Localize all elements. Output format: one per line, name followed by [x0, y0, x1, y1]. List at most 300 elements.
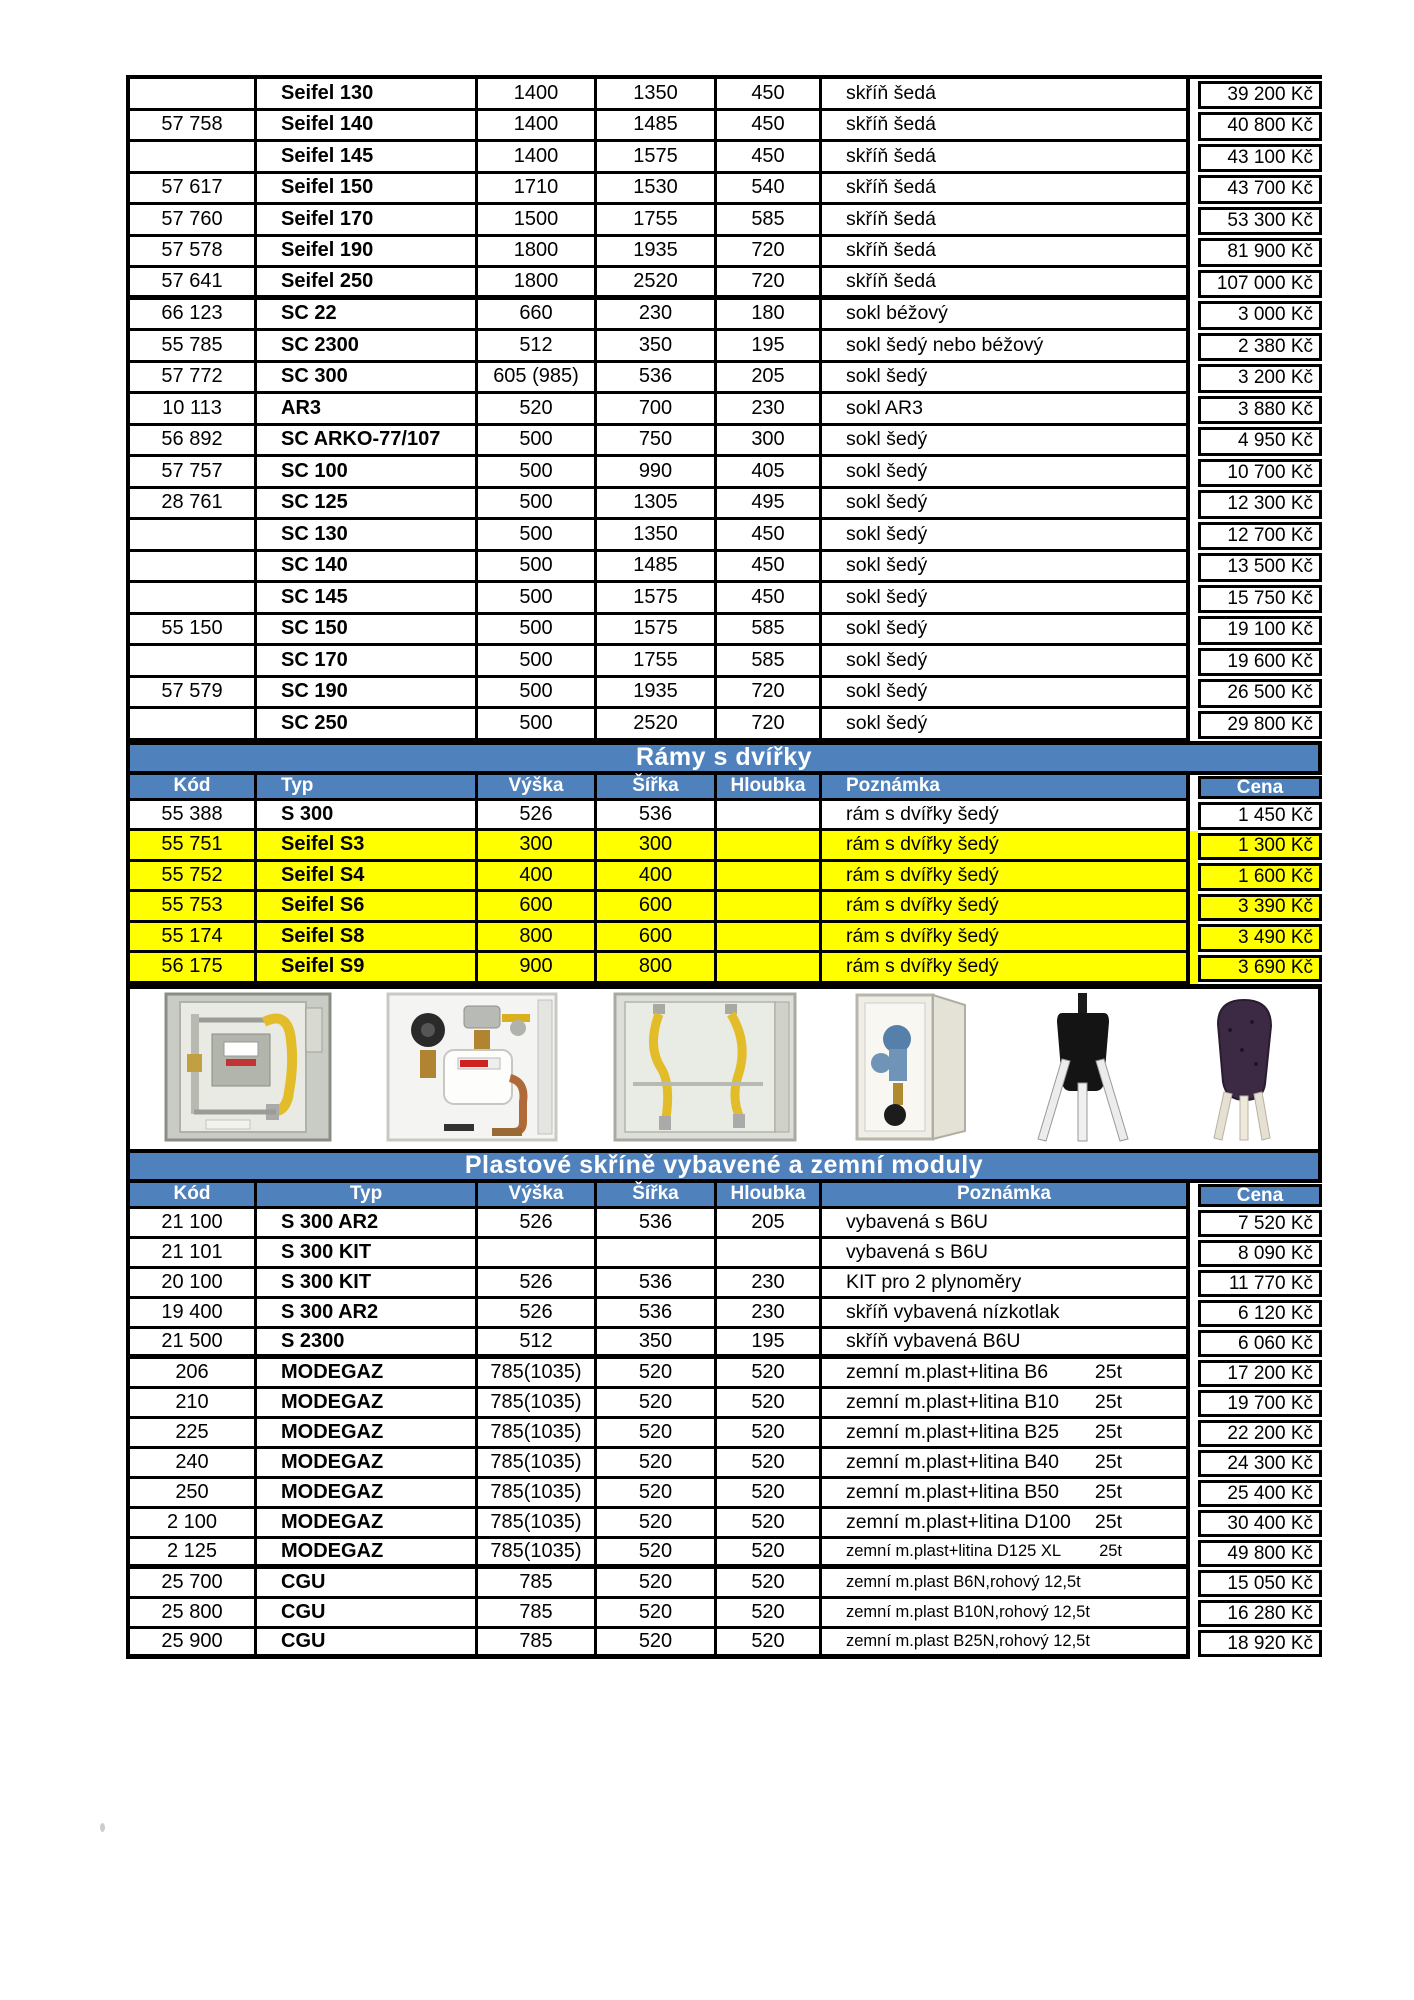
- cell-type: Seifel 140: [257, 111, 478, 143]
- cell-price: 29 800 Kč: [1198, 711, 1322, 740]
- column-gap: [1190, 1449, 1198, 1479]
- column-gap: [1190, 174, 1198, 206]
- cell-depth: 300: [717, 426, 822, 458]
- cell-width: 350: [597, 331, 717, 363]
- column-gap: [1190, 394, 1198, 426]
- cell-type: Seifel 145: [257, 142, 478, 174]
- cell-code: 55 753: [126, 892, 257, 923]
- column-gap: [1190, 862, 1198, 893]
- photo-cabinet-with-gas-meter-and-yellow-hose: [164, 992, 332, 1142]
- cell-type: SC 2300: [257, 331, 478, 363]
- cell-type: SC 170: [257, 646, 478, 678]
- cell-height: 800: [478, 923, 597, 954]
- table-row: [126, 1509, 1322, 1539]
- cell-depth: 230: [717, 1269, 822, 1299]
- price-cell-wrap: [1198, 1299, 1322, 1329]
- price-cell-wrap: [1198, 174, 1322, 206]
- cell-depth: 520: [717, 1629, 822, 1659]
- cell-code: 10 113: [126, 394, 257, 426]
- cell-code: 20 100: [126, 1269, 257, 1299]
- cell-type: S 2300: [257, 1329, 478, 1359]
- photo-dark-ground-module-on-legs: [1196, 992, 1292, 1142]
- cell-width: 1935: [597, 237, 717, 269]
- cell-width: 536: [597, 1269, 717, 1299]
- cell-price: 15 050 Kč: [1198, 1570, 1322, 1597]
- cell-code: 225: [126, 1419, 257, 1449]
- cell-depth: 450: [717, 520, 822, 552]
- cell-depth: 720: [717, 237, 822, 269]
- column-gap: [1190, 426, 1198, 458]
- cell-code: 210: [126, 1389, 257, 1419]
- plastic-section-header: Plastové skříně vybavené a zemní moduly: [126, 1149, 1322, 1183]
- cell-width: [597, 1239, 717, 1269]
- cell-height: 1500: [478, 205, 597, 237]
- cell-depth: 540: [717, 174, 822, 206]
- cell-type: SC 150: [257, 615, 478, 647]
- cell-depth: [717, 953, 822, 984]
- cell-type: MODEGAZ: [257, 1419, 478, 1449]
- cell-code: 25 800: [126, 1599, 257, 1629]
- table-row: [126, 831, 1322, 862]
- cell-depth: 450: [717, 111, 822, 143]
- cell-type: Seifel 150: [257, 174, 478, 206]
- cell-price: 16 280 Kč: [1198, 1600, 1322, 1627]
- cell-price: 7 520 Kč: [1198, 1210, 1322, 1237]
- table-row: [126, 237, 1322, 269]
- photo-black-ground-module-on-legs: [1026, 991, 1142, 1143]
- table-row: [126, 363, 1322, 395]
- cell-note: vybavená s B6U: [822, 1209, 1190, 1239]
- cell-depth: 520: [717, 1569, 822, 1599]
- cell-code: [126, 583, 257, 615]
- cell-note: KIT pro 2 plynoměry: [822, 1269, 1190, 1299]
- cell-price: 25 400 Kč: [1198, 1480, 1322, 1507]
- table-row: [126, 457, 1322, 489]
- column-gap: [1190, 1419, 1198, 1449]
- cell-type: Seifel 190: [257, 237, 478, 269]
- cell-height: 900: [478, 953, 597, 984]
- cell-height: [478, 1239, 597, 1269]
- cell-code: 2 125: [126, 1539, 257, 1569]
- cell-type: MODEGAZ: [257, 1389, 478, 1419]
- cell-width: 536: [597, 1209, 717, 1239]
- table-row: [126, 520, 1322, 552]
- column-gap: [1190, 300, 1198, 332]
- header-vyska: Výška: [478, 1183, 597, 1209]
- cell-depth: 205: [717, 1209, 822, 1239]
- table-row: [126, 1599, 1322, 1629]
- cell-code: 66 123: [126, 300, 257, 332]
- cell-price: 3 690 Kč: [1198, 955, 1322, 983]
- cell-code: [126, 709, 257, 741]
- cell-width: 600: [597, 923, 717, 954]
- price-cell-wrap: [1198, 237, 1322, 269]
- cell-height: 785(1035): [478, 1479, 597, 1509]
- price-header-wrap: [1198, 775, 1322, 801]
- column-gap: [1190, 268, 1198, 300]
- table-row: [126, 1479, 1322, 1509]
- cell-height: 512: [478, 1329, 597, 1359]
- cell-code: [126, 552, 257, 584]
- cell-type: CGU: [257, 1629, 478, 1659]
- table-row: [126, 1329, 1322, 1359]
- cell-depth: 230: [717, 1299, 822, 1329]
- cell-depth: [717, 862, 822, 893]
- cell-price: 13 500 Kč: [1198, 553, 1322, 582]
- price-cell-wrap: [1198, 520, 1322, 552]
- cell-note: sokl AR3: [822, 394, 1190, 426]
- cell-width: 1530: [597, 174, 717, 206]
- table-row: [126, 892, 1322, 923]
- price-cell-wrap: [1198, 646, 1322, 678]
- cell-height: 785(1035): [478, 1449, 597, 1479]
- cell-height: 1400: [478, 111, 597, 143]
- cell-type: MODEGAZ: [257, 1539, 478, 1569]
- cell-price: 1 300 Kč: [1198, 833, 1322, 861]
- price-cell-wrap: [1198, 1359, 1322, 1389]
- cell-width: 520: [597, 1389, 717, 1419]
- table-row: [126, 426, 1322, 458]
- header-hloubka: Hloubka: [717, 1183, 822, 1209]
- table-row: [126, 394, 1322, 426]
- cell-depth: [717, 923, 822, 954]
- cell-depth: 520: [717, 1449, 822, 1479]
- cell-code: 55 388: [126, 801, 257, 832]
- cell-note: zemní m.plast+litina D100 25t: [822, 1509, 1190, 1539]
- cell-note: zemní m.plast+litina B50 25t: [822, 1479, 1190, 1509]
- cell-width: 990: [597, 457, 717, 489]
- cell-price: 43 100 Kč: [1198, 144, 1322, 173]
- column-gap: [1190, 1539, 1198, 1569]
- cell-type: SC 140: [257, 552, 478, 584]
- header-vyska: Výška: [478, 775, 597, 801]
- cell-note: skříň šedá: [822, 268, 1190, 300]
- cell-code: 57 757: [126, 457, 257, 489]
- cell-type: CGU: [257, 1569, 478, 1599]
- cell-height: 500: [478, 520, 597, 552]
- cell-price: 39 200 Kč: [1198, 81, 1322, 110]
- cell-price: 49 800 Kč: [1198, 1540, 1322, 1567]
- cell-height: 500: [478, 678, 597, 710]
- cell-width: 600: [597, 892, 717, 923]
- cell-type: SC 250: [257, 709, 478, 741]
- column-gap: [1190, 775, 1198, 801]
- cell-depth: 520: [717, 1539, 822, 1569]
- table-row: [126, 268, 1322, 300]
- cell-note: zemní m.plast+litina B10 25t: [822, 1389, 1190, 1419]
- cell-depth: 450: [717, 583, 822, 615]
- cell-height: 600: [478, 892, 597, 923]
- header-hloubka: Hloubka: [717, 775, 822, 801]
- cell-code: 57 772: [126, 363, 257, 395]
- cell-note: zemní m.plast+litina B40 25t: [822, 1449, 1190, 1479]
- cell-price: 10 700 Kč: [1198, 459, 1322, 488]
- table-row: [126, 1239, 1322, 1269]
- price-cell-wrap: [1198, 1629, 1322, 1659]
- cell-note: sokl šedý nebo béžový: [822, 331, 1190, 363]
- cell-price: 3 490 Kč: [1198, 924, 1322, 952]
- cell-code: 57 617: [126, 174, 257, 206]
- price-cell-wrap: [1198, 426, 1322, 458]
- cell-price: 81 900 Kč: [1198, 238, 1322, 267]
- column-gap: [1190, 363, 1198, 395]
- cell-width: 520: [597, 1569, 717, 1599]
- table-row: [126, 1569, 1322, 1599]
- cell-note: sokl šedý: [822, 646, 1190, 678]
- cell-code: 25 900: [126, 1629, 257, 1659]
- table-row: [126, 489, 1322, 521]
- cell-height: 400: [478, 862, 597, 893]
- header-kod: Kód: [126, 1183, 257, 1209]
- cell-code: 57 760: [126, 205, 257, 237]
- column-gap: [1190, 1359, 1198, 1389]
- cell-type: SC 190: [257, 678, 478, 710]
- header-cena: Cena: [1198, 1184, 1322, 1207]
- table-row: [126, 862, 1322, 893]
- cell-code: 55 785: [126, 331, 257, 363]
- cell-height: 520: [478, 394, 597, 426]
- table-row: [126, 678, 1322, 710]
- cell-type: AR3: [257, 394, 478, 426]
- cell-type: SC 22: [257, 300, 478, 332]
- cell-depth: 450: [717, 142, 822, 174]
- cell-code: 55 150: [126, 615, 257, 647]
- table-row: [126, 953, 1322, 984]
- cell-price: 107 000 Kč: [1198, 270, 1322, 299]
- cell-type: SC ARKO-77/107: [257, 426, 478, 458]
- cell-height: 605 (985): [478, 363, 597, 395]
- cell-note: zemní m.plast+litina D125 XL 25t: [822, 1539, 1190, 1569]
- cell-code: [126, 142, 257, 174]
- cell-depth: 180: [717, 300, 822, 332]
- cell-price: 12 300 Kč: [1198, 490, 1322, 519]
- cell-note: sokl šedý: [822, 363, 1190, 395]
- cell-depth: 520: [717, 1599, 822, 1629]
- table-row: [126, 300, 1322, 332]
- cell-height: 785(1035): [478, 1509, 597, 1539]
- cell-height: 1800: [478, 237, 597, 269]
- cell-depth: [717, 1239, 822, 1269]
- cell-price: 24 300 Kč: [1198, 1450, 1322, 1477]
- cell-code: 55 751: [126, 831, 257, 862]
- cell-height: 500: [478, 489, 597, 521]
- cell-note: sokl šedý: [822, 678, 1190, 710]
- cell-price: 6 120 Kč: [1198, 1300, 1322, 1327]
- column-gap: [1190, 615, 1198, 647]
- cell-depth: 585: [717, 205, 822, 237]
- frames-section-header: Rámy s dvířky: [126, 741, 1322, 775]
- table-row: [126, 205, 1322, 237]
- cell-code: 56 892: [126, 426, 257, 458]
- table-row: [126, 1389, 1322, 1419]
- cell-type: Seifel S3: [257, 831, 478, 862]
- photo-narrow-cabinet-with-blue-regulators: [851, 991, 971, 1143]
- price-cell-wrap: [1198, 1329, 1322, 1359]
- cell-note: skříň šedá: [822, 174, 1190, 206]
- price-cell-wrap: [1198, 1209, 1322, 1239]
- cell-note: zemní m.plast+litina B25 25t: [822, 1419, 1190, 1449]
- cell-code: 55 174: [126, 923, 257, 954]
- cell-code: [126, 520, 257, 552]
- cell-code: 57 579: [126, 678, 257, 710]
- column-gap: [1190, 457, 1198, 489]
- cell-note: rám s dvířky šedý: [822, 923, 1190, 954]
- price-cell-wrap: [1198, 1389, 1322, 1419]
- seifel-sc-price-table: [126, 75, 1322, 741]
- cell-depth: 520: [717, 1479, 822, 1509]
- plastic-cabinets-price-table: [126, 1209, 1322, 1659]
- price-cell-wrap: [1198, 1569, 1322, 1599]
- cell-price: 15 750 Kč: [1198, 585, 1322, 614]
- cell-note: sokl šedý: [822, 520, 1190, 552]
- cell-price: 3 000 Kč: [1198, 301, 1322, 330]
- price-cell-wrap: [1198, 709, 1322, 741]
- cell-height: 660: [478, 300, 597, 332]
- price-cell-wrap: [1198, 1479, 1322, 1509]
- table-row: [126, 1269, 1322, 1299]
- header-typ: Typ: [257, 1183, 478, 1209]
- cell-width: 1485: [597, 111, 717, 143]
- table-row: [126, 1419, 1322, 1449]
- cell-depth: 230: [717, 394, 822, 426]
- cell-width: 1935: [597, 678, 717, 710]
- cell-height: 300: [478, 831, 597, 862]
- column-gap: [1190, 142, 1198, 174]
- price-cell-wrap: [1198, 489, 1322, 521]
- column-gap: [1190, 79, 1198, 111]
- column-gap: [1190, 583, 1198, 615]
- cell-width: 1350: [597, 520, 717, 552]
- cell-code: 21 500: [126, 1329, 257, 1359]
- cell-height: 512: [478, 331, 597, 363]
- cell-type: MODEGAZ: [257, 1449, 478, 1479]
- cell-code: [126, 79, 257, 111]
- cell-depth: 720: [717, 678, 822, 710]
- price-cell-wrap: [1198, 1539, 1322, 1569]
- cell-note: sokl šedý: [822, 709, 1190, 741]
- cell-price: 26 500 Kč: [1198, 679, 1322, 708]
- column-gap: [1190, 1269, 1198, 1299]
- cell-height: 1710: [478, 174, 597, 206]
- cell-note: zemní m.plast B25N,rohový 12,5t: [822, 1629, 1190, 1659]
- cell-code: 57 758: [126, 111, 257, 143]
- cell-price: 19 100 Kč: [1198, 616, 1322, 645]
- price-cell-wrap: [1198, 1509, 1322, 1539]
- cell-width: 1350: [597, 79, 717, 111]
- price-cell-wrap: [1198, 394, 1322, 426]
- cell-depth: 520: [717, 1419, 822, 1449]
- cell-price: 12 700 Kč: [1198, 522, 1322, 551]
- cell-width: 520: [597, 1509, 717, 1539]
- cell-type: Seifel S9: [257, 953, 478, 984]
- cell-code: 21 100: [126, 1209, 257, 1239]
- cell-note: rám s dvířky šedý: [822, 892, 1190, 923]
- table-row: [126, 1629, 1322, 1659]
- cell-code: 57 578: [126, 237, 257, 269]
- cell-note: skříň šedá: [822, 111, 1190, 143]
- cell-width: 520: [597, 1479, 717, 1509]
- column-gap: [1190, 1389, 1198, 1419]
- cell-height: 526: [478, 1209, 597, 1239]
- cell-code: 57 641: [126, 268, 257, 300]
- cell-width: 1755: [597, 205, 717, 237]
- cell-note: skříň vybavená nízkotlak: [822, 1299, 1190, 1329]
- cell-depth: [717, 892, 822, 923]
- cell-type: S 300 KIT: [257, 1239, 478, 1269]
- table-row: [126, 646, 1322, 678]
- cell-code: 56 175: [126, 953, 257, 984]
- column-gap: [1190, 331, 1198, 363]
- cell-type: S 300 KIT: [257, 1269, 478, 1299]
- cell-width: 1575: [597, 583, 717, 615]
- price-cell-wrap: [1198, 300, 1322, 332]
- column-gap: [1190, 1509, 1198, 1539]
- cell-width: 2520: [597, 709, 717, 741]
- cell-width: 520: [597, 1539, 717, 1569]
- column-gap: [1190, 892, 1198, 923]
- table-row: [126, 583, 1322, 615]
- cell-depth: [717, 801, 822, 832]
- table-row: [126, 1539, 1322, 1569]
- cell-depth: 720: [717, 709, 822, 741]
- cell-depth: 585: [717, 646, 822, 678]
- cell-width: 536: [597, 801, 717, 832]
- price-cell-wrap: [1198, 953, 1322, 984]
- column-gap: [1190, 801, 1198, 832]
- price-cell-wrap: [1198, 111, 1322, 143]
- cell-depth: 405: [717, 457, 822, 489]
- cell-width: 1575: [597, 615, 717, 647]
- table-row: [126, 801, 1322, 832]
- cell-note: skříň šedá: [822, 205, 1190, 237]
- cell-note: zemní m.plast+litina B6 25t: [822, 1359, 1190, 1389]
- cell-type: SC 145: [257, 583, 478, 615]
- table-row: [126, 1209, 1322, 1239]
- cell-price: 53 300 Kč: [1198, 207, 1322, 236]
- cell-type: SC 100: [257, 457, 478, 489]
- price-cell-wrap: [1198, 1599, 1322, 1629]
- cell-price: 11 770 Kč: [1198, 1270, 1322, 1297]
- cell-width: 520: [597, 1449, 717, 1479]
- price-cell-wrap: [1198, 801, 1322, 832]
- cell-note: sokl šedý: [822, 457, 1190, 489]
- cell-note: skříň šedá: [822, 237, 1190, 269]
- cell-depth: 495: [717, 489, 822, 521]
- price-cell-wrap: [1198, 923, 1322, 954]
- cell-note: rám s dvířky šedý: [822, 953, 1190, 984]
- column-gap: [1190, 646, 1198, 678]
- header-typ: Typ: [257, 775, 478, 801]
- cell-price: 1 450 Kč: [1198, 802, 1322, 830]
- cell-height: 500: [478, 615, 597, 647]
- price-header-wrap: [1198, 1183, 1322, 1209]
- cell-height: 500: [478, 709, 597, 741]
- cell-code: 250: [126, 1479, 257, 1509]
- cell-height: 500: [478, 426, 597, 458]
- price-cell-wrap: [1198, 268, 1322, 300]
- header-poznamka: Poznámka: [822, 1183, 1190, 1209]
- cell-note: zemní m.plast B6N,rohový 12,5t: [822, 1569, 1190, 1599]
- cell-depth: 520: [717, 1509, 822, 1539]
- price-cell-wrap: [1198, 583, 1322, 615]
- cell-height: 500: [478, 552, 597, 584]
- product-photos-strip: [126, 984, 1322, 1149]
- photo-white-cabinet-with-meter-regulator-and-copper-pipe: [386, 992, 558, 1142]
- cell-code: 2 100: [126, 1509, 257, 1539]
- cell-price: 22 200 Kč: [1198, 1420, 1322, 1447]
- cell-height: 526: [478, 801, 597, 832]
- cell-type: MODEGAZ: [257, 1509, 478, 1539]
